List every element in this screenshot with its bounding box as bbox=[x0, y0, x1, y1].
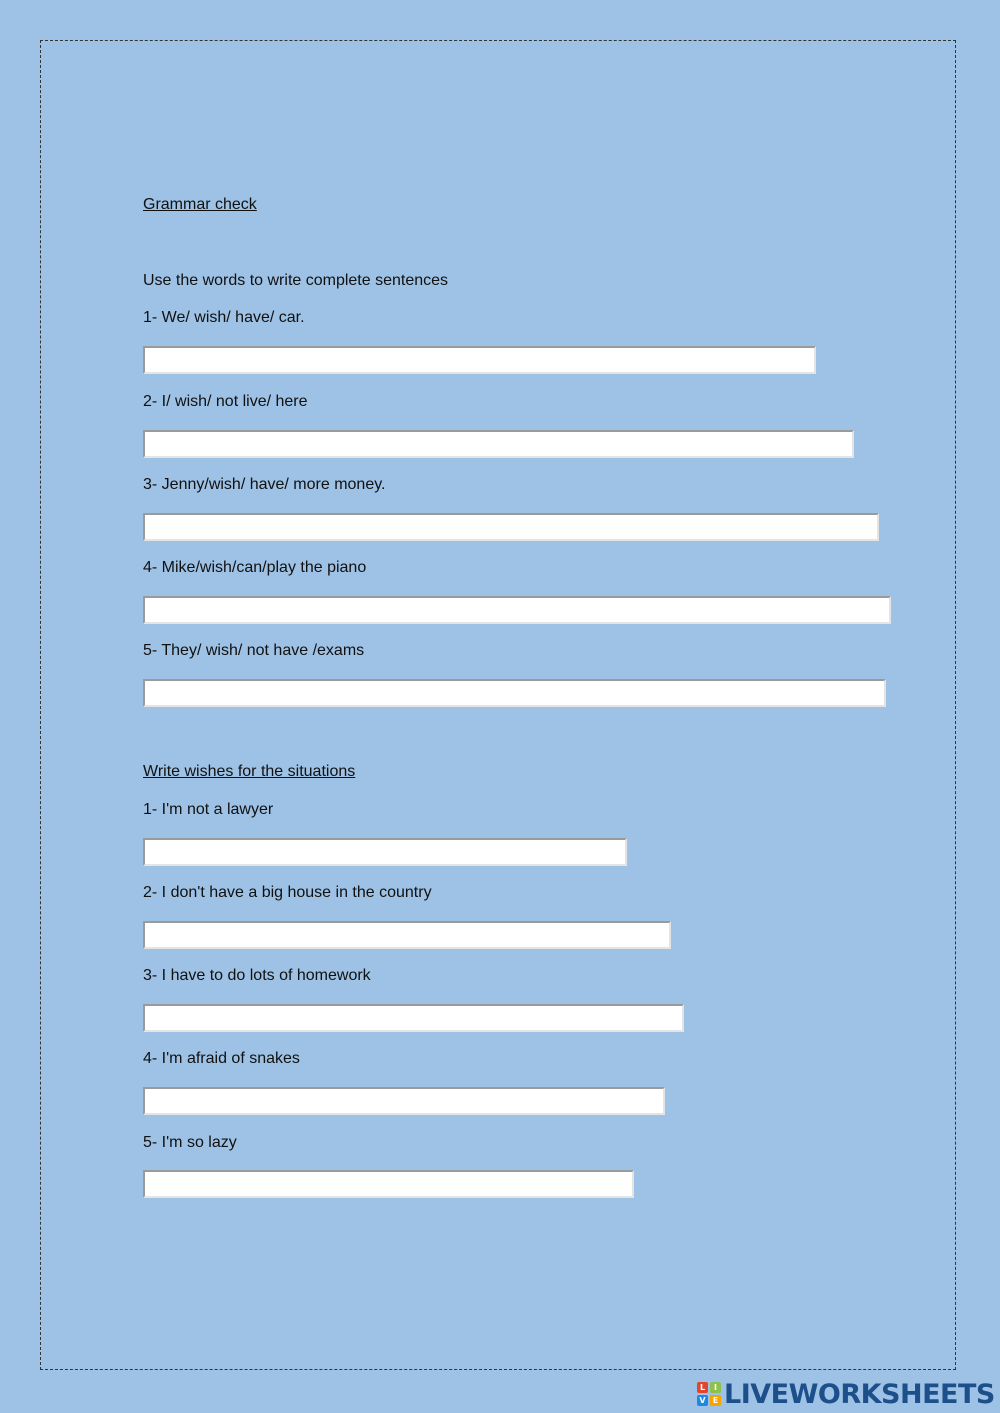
wish-5-input[interactable] bbox=[143, 1170, 634, 1198]
question-5-prompt: 5- They/ wish/ not have /exams bbox=[143, 642, 365, 659]
section1-title: Grammar check bbox=[143, 196, 257, 213]
answer-4-input[interactable] bbox=[143, 596, 891, 624]
section1-instruction: Use the words to write complete sentences bbox=[143, 272, 449, 289]
question-1-prompt: 1- We/ wish/ have/ car. bbox=[143, 309, 305, 326]
wish-2-input[interactable] bbox=[143, 921, 671, 949]
wish-1-input[interactable] bbox=[143, 838, 627, 866]
logo-tile-i: I bbox=[710, 1382, 721, 1393]
logo-tile-v: V bbox=[697, 1395, 708, 1406]
logo-tiles-icon bbox=[697, 1382, 721, 1406]
situation-1-prompt: 1- I'm not a lawyer bbox=[143, 801, 274, 818]
answer-2-input[interactable] bbox=[143, 430, 854, 458]
answer-5-input[interactable] bbox=[143, 679, 886, 707]
situation-4-prompt: 4- I'm afraid of snakes bbox=[143, 1050, 300, 1067]
answer-3-input[interactable] bbox=[143, 513, 879, 541]
question-3-prompt: 3- Jenny/wish/ have/ more money. bbox=[143, 476, 386, 493]
question-2-prompt: 2- I/ wish/ not live/ here bbox=[143, 393, 308, 410]
situation-3-prompt: 3- I have to do lots of homework bbox=[143, 967, 371, 984]
logo-tile-l: L bbox=[697, 1382, 708, 1393]
liveworksheets-logo bbox=[697, 1378, 995, 1410]
situation-2-prompt: 2- I don't have a big house in the country bbox=[143, 884, 432, 901]
section2-title: Write wishes for the situations bbox=[143, 763, 356, 780]
situation-5-prompt: 5- I'm so lazy bbox=[143, 1134, 237, 1151]
logo-wordmark: LIVEWORKSHEETS bbox=[724, 1378, 995, 1410]
wish-3-input[interactable] bbox=[143, 1004, 684, 1032]
answer-1-input[interactable] bbox=[143, 346, 816, 374]
question-4-prompt: 4- Mike/wish/can/play the piano bbox=[143, 559, 367, 576]
logo-tile-e: E bbox=[710, 1395, 721, 1406]
wish-4-input[interactable] bbox=[143, 1087, 665, 1115]
